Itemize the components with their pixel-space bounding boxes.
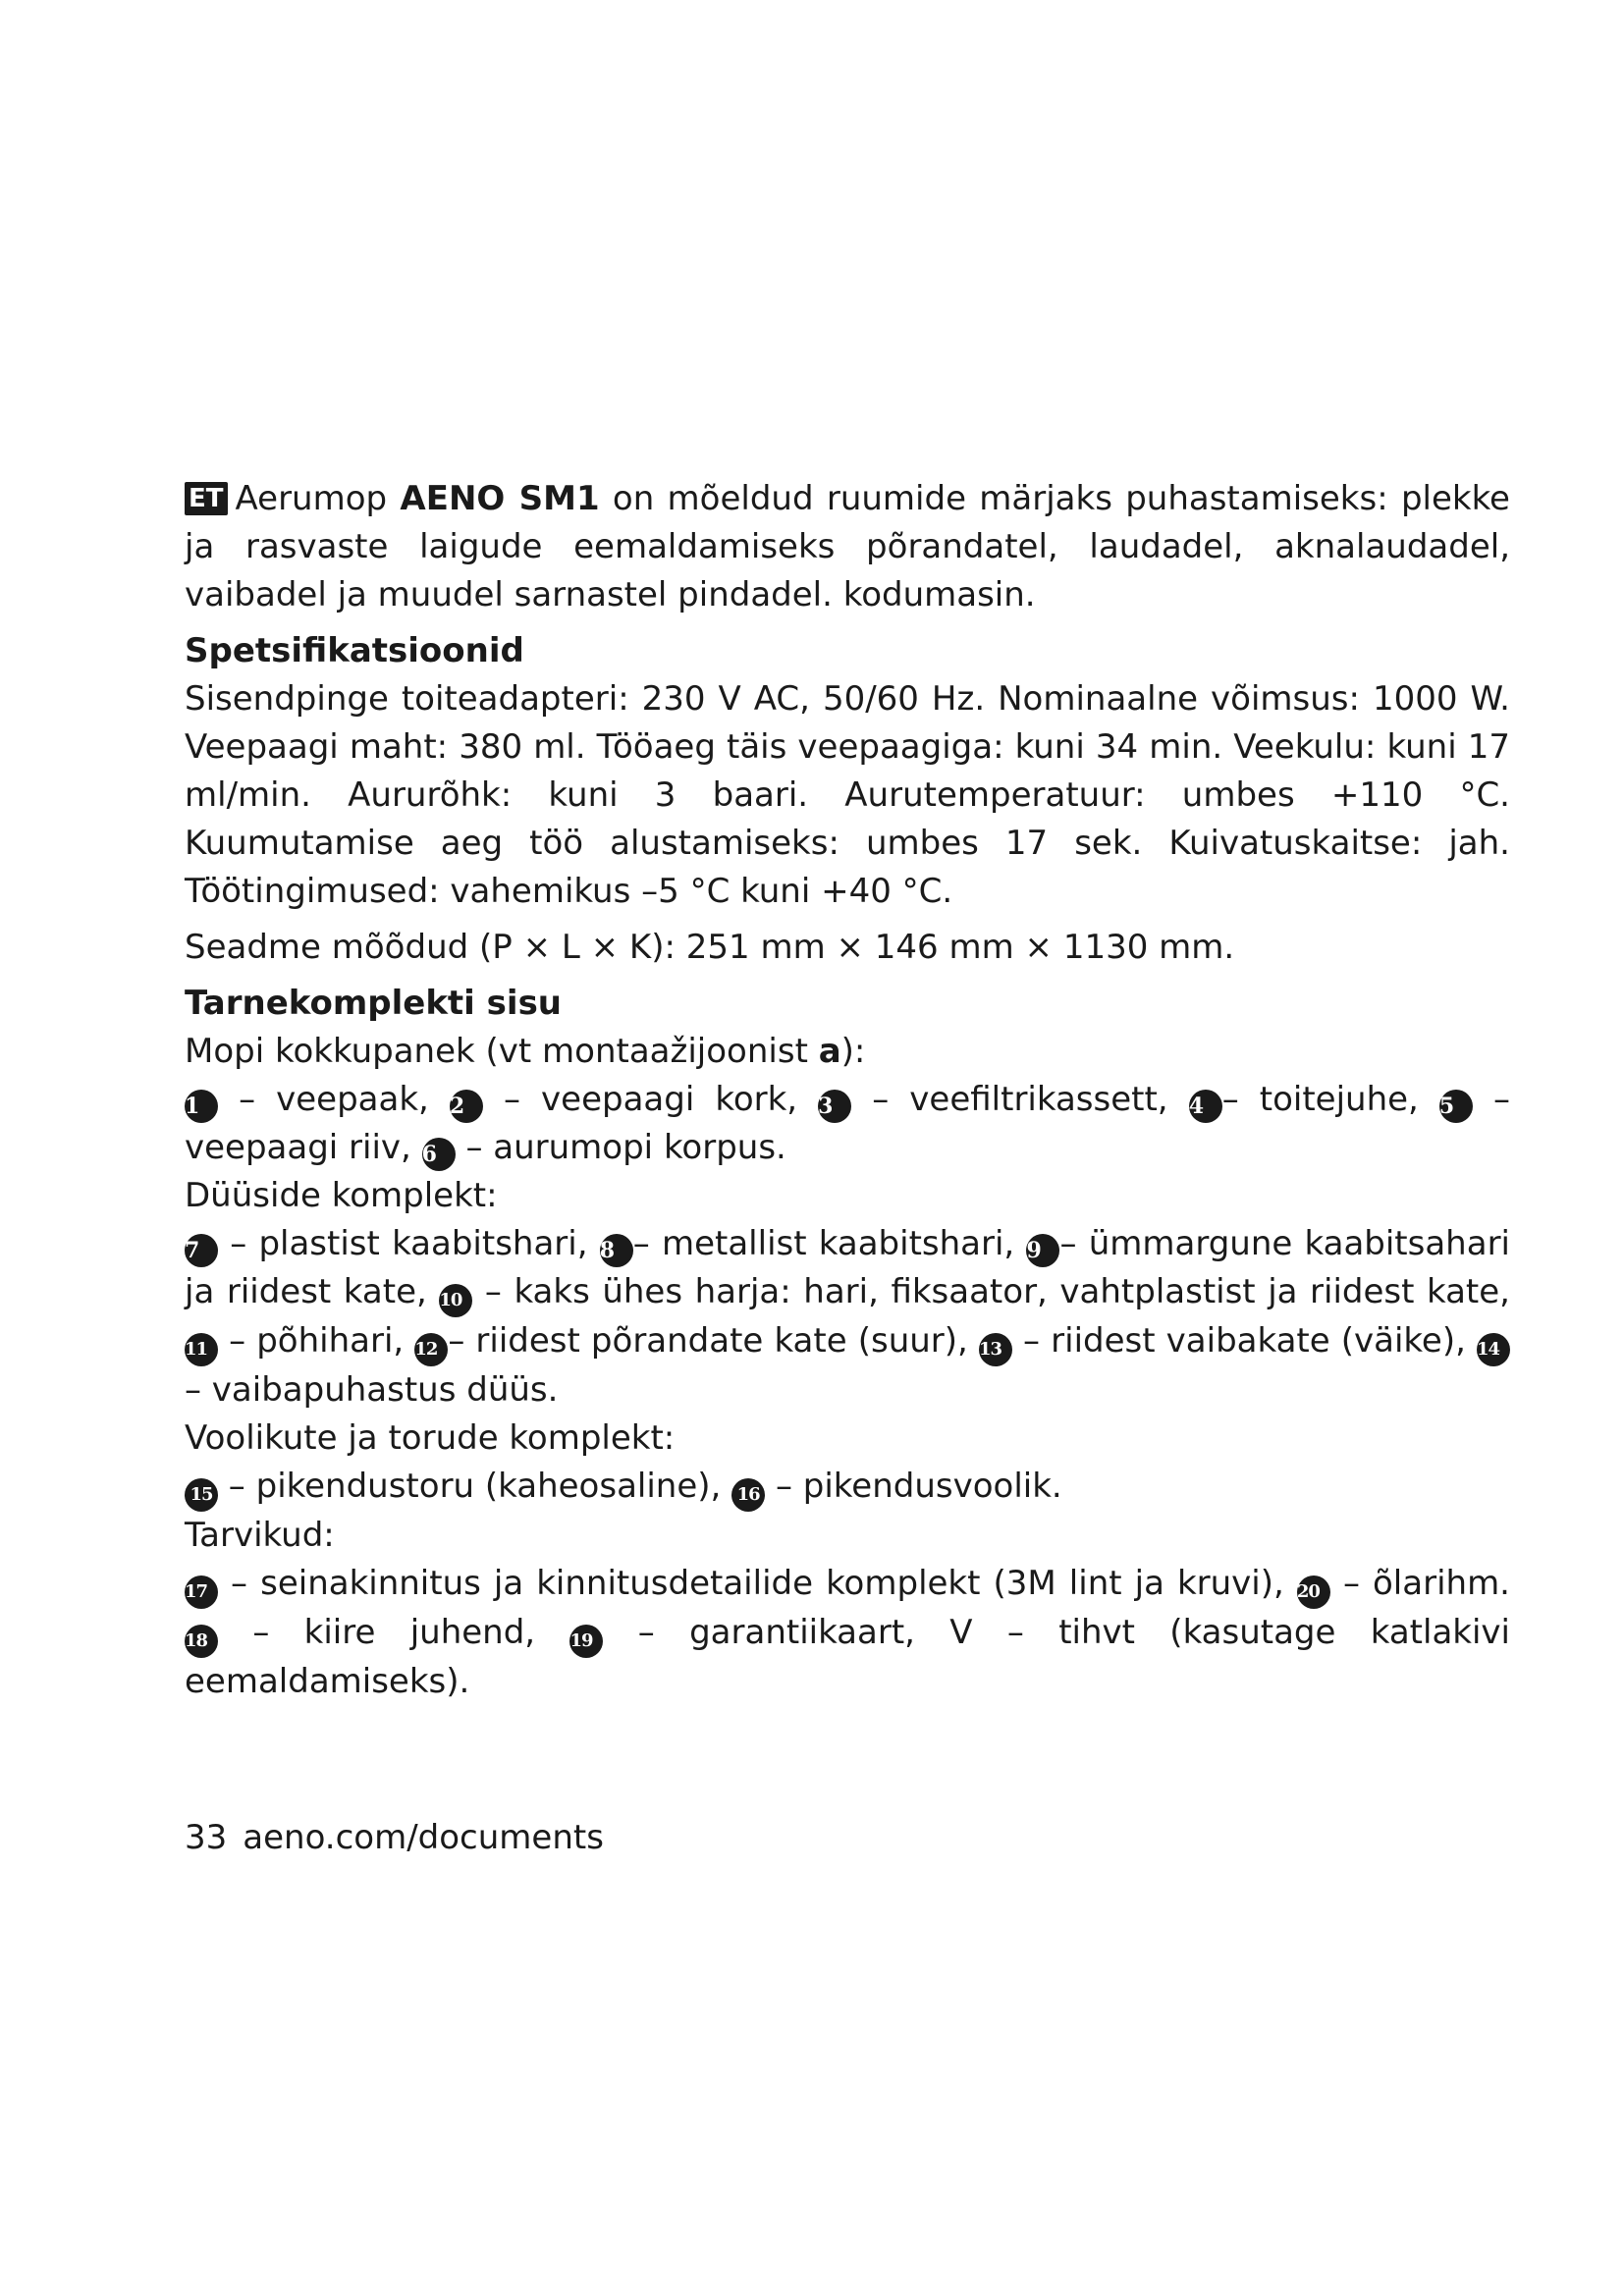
number-6-icon: 6: [422, 1138, 456, 1171]
part-label: – metallist kaabitshari,: [632, 1224, 1027, 1263]
number-1-icon: 1: [185, 1090, 218, 1123]
document-page: [185, 475, 1510, 1706]
number-14-icon: 14: [1477, 1333, 1510, 1366]
number-7-icon: 7: [185, 1234, 218, 1267]
part-label: – pikendustoru (kaheosaline),: [218, 1467, 732, 1506]
intro-text-post: on mõeldud ruumide märjaks puhastamiseks: plekke ja rasvaste laigude eemaldamiseks põrandatel, laudadel, aknalaudadel, vaibadel ja muudel sarnastel pindadel. kodumasin.: [185, 479, 1510, 614]
mop-intro-pre: Mopi kokkupanek (vt montaažijoonist: [185, 1032, 819, 1071]
number-5-icon: 5: [1439, 1090, 1473, 1123]
number-8-icon: 8: [600, 1234, 633, 1267]
part-label: – veepaagi riiv,: [185, 1080, 1510, 1167]
part-label: – vaibapuhastus düüs.: [185, 1370, 559, 1410]
part-label: – veepaagi kork,: [482, 1080, 819, 1119]
page-footer: [185, 1814, 604, 1862]
mop-assembly-intro: [185, 1028, 1510, 1076]
intro-text-pre: Aerumop: [235, 479, 401, 518]
part-label: – põhihari,: [218, 1321, 415, 1361]
number-17-icon: 17: [185, 1575, 218, 1609]
accessories-intro: Tarvikud:: [185, 1516, 335, 1555]
specs-heading: Spetsifikatsioonid: [185, 631, 524, 670]
mop-parts-list: [185, 1076, 1510, 1172]
intro-paragraph: [185, 475, 1510, 619]
hoses-intro: Voolikute ja torude komplekt:: [185, 1418, 676, 1458]
part-label: – õlarihm.: [1329, 1564, 1510, 1603]
page-number: 33: [185, 1818, 228, 1857]
part-label: – plastist kaabitshari,: [218, 1224, 600, 1263]
part-label: – pikendusvoolik.: [765, 1467, 1062, 1506]
documents-url: aeno.com/documents: [243, 1818, 604, 1857]
mop-intro-post: ):: [840, 1032, 866, 1071]
number-11-icon: 11: [185, 1333, 218, 1366]
number-12-icon: 12: [414, 1333, 448, 1366]
hoses-list: [185, 1463, 1510, 1512]
part-label: – ümmargune kaabitsahari ja riidest kate,: [185, 1224, 1510, 1311]
part-label: – seinakinnitus ja kinnitusdetailide komplekt (3M lint ja kruvi),: [218, 1564, 1297, 1603]
mop-intro-drawing-ref: a: [818, 1032, 841, 1071]
number-19-icon: 19: [569, 1625, 603, 1658]
number-20-icon: 20: [1297, 1575, 1330, 1609]
language-badge-et: ET: [185, 482, 228, 515]
number-2-icon: 2: [450, 1090, 483, 1123]
number-18-icon: 18: [185, 1625, 218, 1658]
number-15-icon: 15: [185, 1478, 218, 1512]
number-10-icon: 10: [439, 1284, 472, 1317]
part-label: – veepaak,: [218, 1080, 450, 1119]
number-3-icon: 3: [818, 1090, 851, 1123]
number-16-icon: 16: [731, 1478, 765, 1512]
part-label: – kaks ühes harja: hari, fiksaator, vahtplastist ja riidest kate,: [472, 1272, 1510, 1311]
specs-paragraph: Sisendpinge toiteadapteri: 230 V AC, 50/60 Hz. Nominaalne võimsus: 1000 W. Veepaagi maht: 380 ml. Tööaeg täis veepaagiga: kuni 34 min. Veekulu: kuni 17 ml/min. Aururõhk: kuni 3 baari. Aurutemperatuur: umbes +110 °C. Kuumutamise aeg töö alustamiseks: umbes 17 sek. Kuivatuskaitse: jah. Töötingimused: vahemikus –5 °C kuni +40 °C.: [185, 679, 1510, 911]
number-4-icon: 4: [1189, 1090, 1222, 1123]
part-label: – aurumopi korpus.: [455, 1128, 786, 1167]
number-13-icon: 13: [979, 1333, 1012, 1366]
part-label: – kiire juhend,: [218, 1613, 570, 1652]
part-label: – veefiltrikassett,: [851, 1080, 1189, 1119]
nozzles-list: [185, 1220, 1510, 1415]
dimensions-paragraph: Seadme mõõdud (P × L × K): 251 mm × 146 mm × 1130 mm.: [185, 928, 1235, 967]
product-name: AENO SM1: [400, 479, 600, 518]
part-label: – riidest põrandate kate (suur),: [448, 1321, 979, 1361]
part-label: – garantiikaart, V – tihvt (kasutage katlakivi eemaldamiseks).: [185, 1613, 1510, 1701]
part-label: – riidest vaibakate (väike),: [1011, 1321, 1478, 1361]
nozzles-intro: Düüside komplekt:: [185, 1176, 498, 1215]
number-9-icon: 9: [1026, 1234, 1059, 1267]
kit-heading: Tarnekomplekti sisu: [185, 984, 563, 1023]
accessories-list: [185, 1560, 1510, 1706]
part-label: – toitejuhe,: [1221, 1080, 1439, 1119]
